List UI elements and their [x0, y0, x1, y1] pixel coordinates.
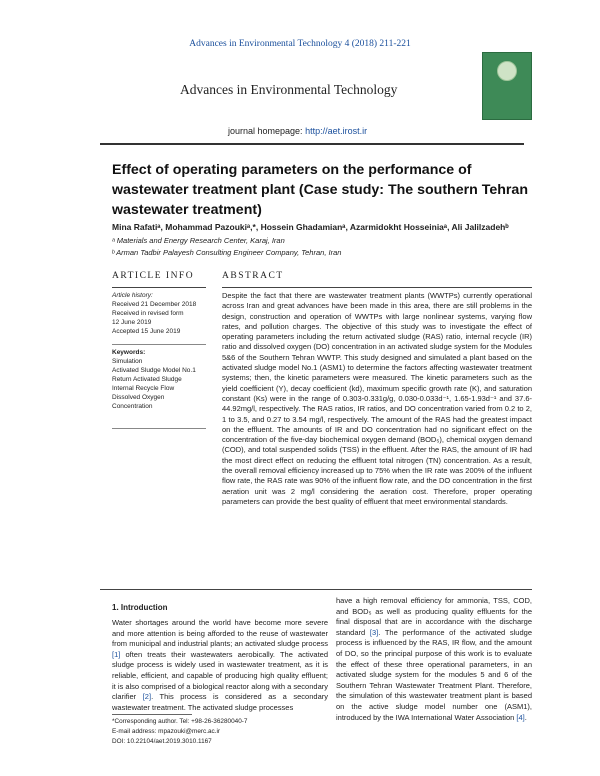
abstract-body: Despite the fact that there are wastewater treatment plants (WWTPs) currently operational across Iran and great advances have been made in this area, there are still problems in the design, construction and operation of WWTPs with large nonlinear systems, varying flow rates, and pollution charges. The objective of this study was to investigate the effect of operating parameters including the return activated sludge (RAS) ratio, internal recycle (IR) ratio and dissolved oxygen (DO) concentration in an activated sludge system for the Modules 5&6 of the Southern Tehran WWTP. This study designed and simulated a plant based on the activated sludge model No.1 (ASM1) to determine the factors affecting wastewater treatment systems; then, the kinetic parameters were measured. The kinetic parameters such as the yield coefficient (Y), decay coefficient (kd), maximum specific growth rate (K), and saturation constant (Ks) were in the range of 0.303-0.331g/g, 0.030-0.033d⁻¹, 1.65-1.93d⁻¹ and 37.6-44.92mg/l, respectively. The RAS ratios, IR ratios, and DO concentration varied from 0.2 to 2, 1 to 3.5, and 0.27 to 3.54 mg/l, respectively. The amount of the RAS had the greatest impact on the effluent. The amounts of IR and DO concentration had no significant effect on the concentration of the five-day biochemical oxygen demand (BOD₅), chemical oxygen demand (COD), and total suspended solids (TSS) in the effluent. After the RAS, the amount of IR had the most direct effect on reducing the effluent total nitrogen (TN) concentration. As a result, the overall removal efficiency increased up to 75% when the IR rate was 200% of the influent flow rate, the RAS rate was 90% of the influent flow rate, and the DO concentration in the first aeration unit was 2 mg/l considering the aeration cost. Therefore, proper operating parameters can provide the best quality of effluent that meet environmental standards.	[222, 291, 532, 506]
intro-text: .	[524, 712, 527, 722]
keyword: Activated Sludge Model No.1	[112, 367, 196, 374]
keyword: Simulation	[112, 358, 143, 365]
keyword: Internal Recycle Flow	[112, 385, 175, 392]
article-history	[112, 300, 206, 336]
keyword: Dissolved Oxygen	[112, 394, 165, 401]
keyword: Return Activated Sludge	[112, 376, 182, 383]
article-info-heading: ARTICLE INFO	[112, 271, 195, 281]
keyword: Concentration	[112, 403, 153, 410]
intro-column-right	[336, 596, 532, 723]
affiliation-b: ᵇ Arman Tadbir Palayesh Consulting Engineer Company, Tehran, Iran	[112, 248, 342, 257]
footnote-divider	[112, 714, 192, 715]
history-item: Received in revised form	[112, 310, 184, 317]
citation-link[interactable]: [4]	[516, 712, 525, 722]
email-address: E-mail address: mpazouki@merc.ac.ir	[112, 728, 221, 735]
abstract-heading: ABSTRACT	[222, 271, 284, 281]
journal-title: Advances in Environmental Technology	[180, 82, 398, 97]
paper-title: Effect of operating parameters on the performance of wastewater treatment plant (Case study: The southern Tehran wastewater treatment)	[112, 162, 528, 218]
journal-reference: Advances in Environmental Technology 4 (2018) 211-221	[189, 39, 411, 49]
divider	[100, 589, 532, 590]
emblem-icon	[497, 61, 517, 81]
article-history-label: Article history:	[112, 292, 153, 299]
homepage-link[interactable]: http://aet.irost.ir	[305, 126, 368, 136]
intro-text: . The performance of the activated sludge process is influenced by the RAS, IR flow, and the amount of DO, so the principal purpose of this work is to evaluate the effect of these three operational parameters, in an activated sludge system for the modules 5 and 6 of the Southern Tehran Wastewater Treatment Plant. Therefore, the simulation of this wastewater treatment plant is based on the active sludge model number one (ASM1), introduced by the IWA International Water Association	[336, 627, 532, 722]
keywords-label: Keywords:	[112, 349, 146, 356]
corresponding-author: *Corresponding author. Tel: +98-26-36280040-7	[112, 718, 248, 725]
intro-text: have a high removal efficiency for ammonia, TSS, COD, and BOD₅ as well as producing quality effluents for the final disposal that are in accordance with the discharge standard	[336, 596, 532, 637]
intro-text: Water shortages around the world have become more severe and more attention is being afforded to the reuse of wastewater from municipal and industrial plants; an activated sludge process	[112, 618, 328, 649]
doi: DOI: 10.22104/aet.2019.3010.1167	[112, 738, 212, 745]
citation-link[interactable]: [3]	[369, 627, 379, 637]
divider	[112, 428, 206, 429]
authors: Mina Rafatiᵃ, Mohammad Pazoukiᵃ,*, Hossein Ghadamianᵃ, Azarmidokht Hosseiniaᵃ, Ali Jalilzadehᵇ	[112, 222, 509, 232]
history-item: 12 June 2019	[112, 319, 152, 326]
homepage-label: journal homepage:	[228, 126, 306, 136]
intro-text: often treats their wastewaters aerobically. The activated sludge process is widely used in wastewater treatment, as it is reliable, efficient, and capable of producing high quality effluent; it is also comprised of a biological reactor along with a secondary clarifier	[112, 649, 328, 702]
divider	[222, 287, 532, 288]
divider	[112, 287, 206, 288]
intro-text: . This process is considered as a secondary wastewater treatment. The activated sludge processes	[112, 692, 328, 712]
affiliation-a: ᵃ Materials and Energy Research Center, Karaj, Iran	[112, 236, 285, 245]
citation-link[interactable]: [2]	[142, 692, 152, 702]
journal-homepage	[228, 126, 367, 136]
journal-cover-image	[482, 52, 532, 120]
keywords-list	[112, 357, 206, 411]
history-item: Accepted 15 June 2019	[112, 328, 181, 335]
citation-link[interactable]: [1]	[112, 649, 121, 659]
divider	[112, 344, 206, 345]
intro-heading: 1. Introduction	[112, 603, 168, 612]
header-divider	[100, 143, 524, 145]
history-item: Received 21 December 2018	[112, 301, 197, 308]
intro-column-left	[112, 618, 328, 713]
